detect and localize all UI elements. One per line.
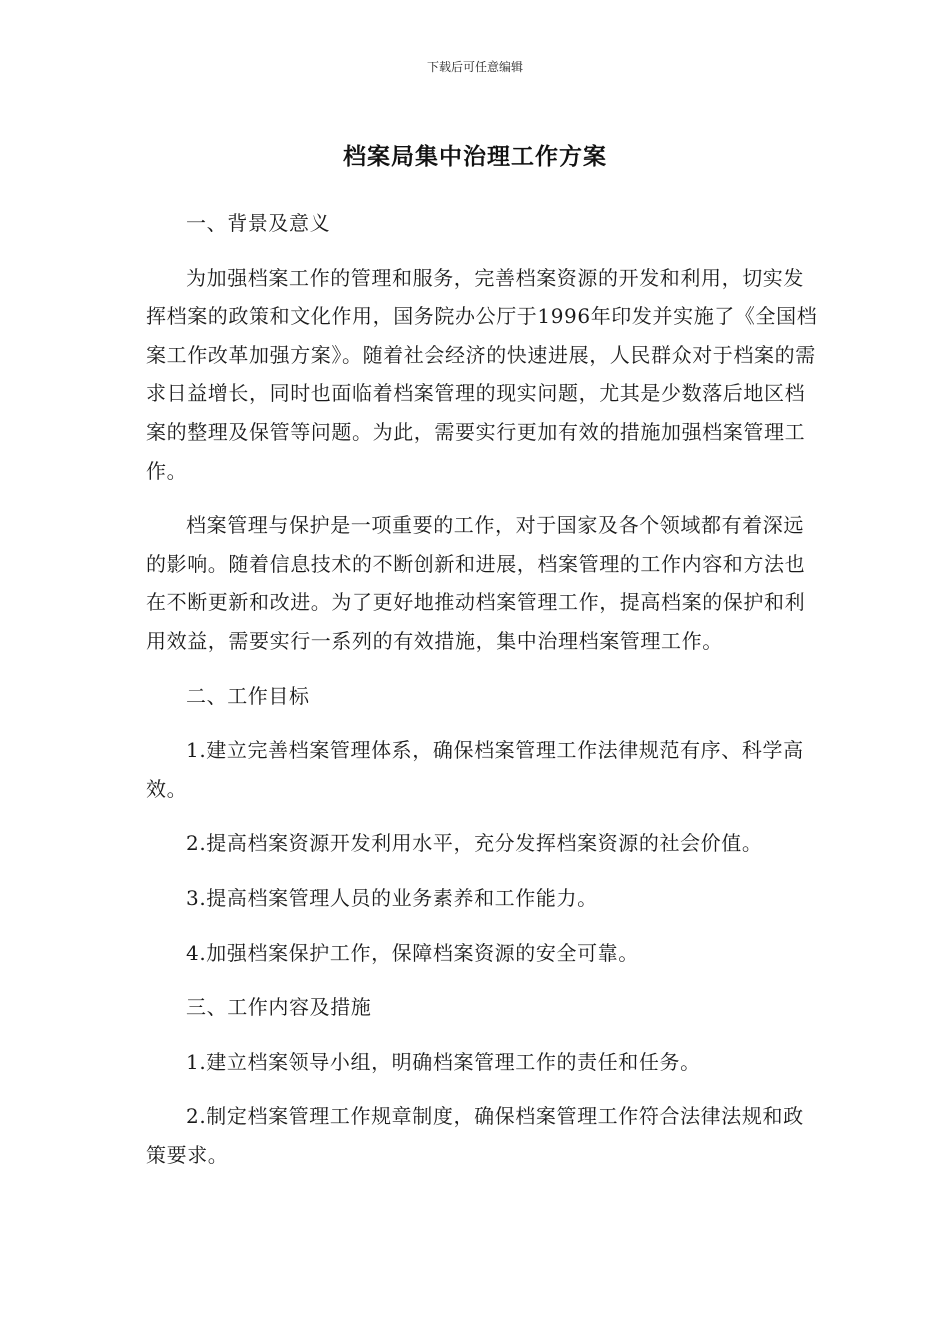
- section-heading-goals: 二、工作目标: [186, 683, 310, 708]
- document-body: [146, 204, 818, 1190]
- paragraph: 为加强档案工作的管理和服务，完善档案资源的开发和利用，切实发挥档案的政策和文化作用，国务院办公厅于1996年印发并实施了《全国档案工作改革加强方案》。随着社会经济的快速进展，人民群众对于档案的需求日益增长，同时也面临着档案管理的现实问题，尤其是少数落后地区档案的整理及保管等问题。为此，需要实行更加有效的措施加强档案管理工作。: [146, 265, 818, 483]
- section-heading-background: 一、背景及意义: [186, 211, 331, 235]
- goal-item: 1.建立完善档案管理体系，确保档案管理工作法律规范有序、科学高效。: [146, 738, 804, 801]
- measure-item: 1.建立档案领导小组，明确档案管理工作的责任和任务。: [186, 1049, 701, 1074]
- measure-item: 2.制定档案管理工作规章制度，确保档案管理工作符合法律法规和政策要求。: [146, 1104, 804, 1167]
- header-note: 下载后可任意编辑: [426, 60, 523, 74]
- goal-item: 2.提高档案资源开发利用水平，充分发挥档案资源的社会价值。: [186, 831, 763, 856]
- document-title: 档案局集中治理工作方案: [343, 144, 607, 170]
- section-heading-measures: 三、工作内容及措施: [186, 995, 372, 1020]
- goal-item: 4.加强档案保护工作，保障档案资源的安全可靠。: [186, 940, 639, 965]
- paragraph: 档案管理与保护是一项重要的工作，对于国家及各个领域都有着深远的影响。随着信息技术的不断创新和进展，档案管理的工作内容和方法也在不断更新和改进。为了更好地推动档案管理工作，提高档案的保护和利用效益，需要实行一系列的有效措施，集中治理档案管理工作。: [146, 513, 806, 653]
- goal-item: 3.提高档案管理人员的业务素养和工作能力。: [186, 885, 598, 910]
